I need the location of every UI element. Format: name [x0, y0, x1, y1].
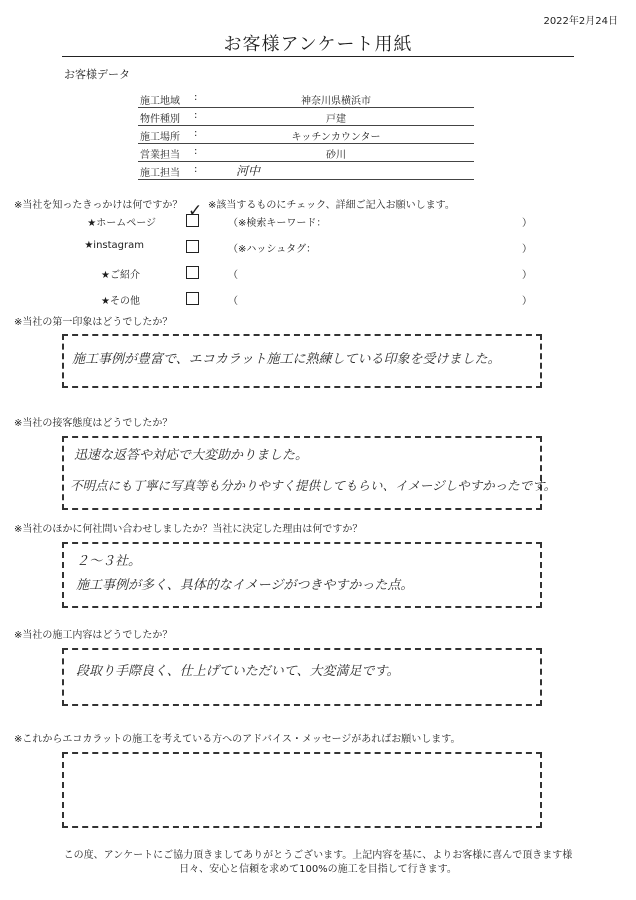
field-value: 戸建 [326, 114, 346, 125]
field-colon: : [194, 128, 198, 139]
field-row-location [138, 126, 474, 144]
field-row-sales-rep [138, 144, 474, 162]
answer-5-line-1: 段取り手際良く、仕上げていただいて、大変満足です。 [76, 664, 400, 679]
field-row-property-type [138, 108, 474, 126]
question-3: ※当社の接客態度はどうでしたか？ [14, 418, 173, 429]
field-row-installer [138, 162, 474, 180]
checkmark-icon: ✓ [188, 201, 203, 221]
title-underline [62, 56, 574, 57]
field-value: 砂川 [326, 150, 346, 161]
option-close-paren: ） [522, 218, 532, 229]
question-4: ※当社のほかに何社問い合わせしましたか？当社に決定した理由は何ですか？ [14, 524, 363, 535]
option-label-instagram: ★instagram [84, 240, 144, 251]
question-6: ※これからエコカラットの施工を考えている方へのアドバイス・メッセージがあればお願いします。 [14, 734, 461, 745]
answer-3-line-1: 迅速な返答や対応で大変助かりました。 [74, 448, 309, 463]
field-label: 物件種別 [140, 114, 180, 125]
answer-2-line-1: 施工事例が豊富で、エコカラット施工に熟練している印象を受けました。 [72, 352, 501, 367]
field-value: キッチンカウンター [291, 132, 381, 143]
field-label: 営業担当 [140, 150, 180, 161]
field-label: 施工地域 [140, 96, 180, 107]
question-2: ※当社の第一印象はどうでしたか？ [14, 317, 173, 328]
question-5: ※当社の施工内容はどうでしたか？ [14, 630, 173, 641]
option-detail-homepage: （※検索キーワード： [228, 218, 327, 229]
survey-date: 2022年2月24日 [543, 16, 618, 27]
field-label: 施工担当 [140, 168, 180, 179]
footer-line-1: この度、アンケートにご協力頂きましてありがとうございます。上記内容を基に、よりお客様に喜んで頂きます様 [63, 850, 573, 861]
field-colon: : [194, 146, 198, 157]
option-checkbox-other[interactable] [186, 292, 199, 305]
customer-data-table [138, 90, 474, 180]
field-label: 施工場所 [140, 132, 180, 143]
option-label-referral: ★ご紹介 [101, 270, 140, 281]
option-detail-referral: （ [228, 270, 238, 281]
option-checkbox-instagram[interactable] [186, 240, 199, 253]
option-detail-instagram: （※ハッシュタグ： [228, 244, 317, 255]
option-checkbox-referral[interactable] [186, 266, 199, 279]
answer-4-line-2: 施工事例が多く、具体的なイメージがつきやすかった点。 [76, 578, 414, 593]
option-label-homepage: ★ホームページ [87, 218, 156, 229]
option-label-other: ★その他 [101, 296, 140, 307]
field-colon: : [194, 164, 198, 175]
field-value: 神奈川県横浜市 [301, 96, 371, 107]
customer-data-heading: お客様データ [64, 68, 130, 81]
option-close-paren: ） [522, 296, 532, 307]
page-title: お客様アンケート用紙 [223, 34, 413, 55]
field-value-handwritten: 河中 [235, 164, 260, 178]
question-1: ※当社を知ったきっかけは何ですか？ [14, 200, 183, 211]
option-detail-other: （ [228, 296, 238, 307]
field-colon: : [194, 92, 198, 103]
footer-line-2: 日々、安心と信頼を求めて100%の施工を目指して行きます。 [179, 864, 457, 875]
field-colon: : [194, 110, 198, 121]
answer-box-6 [62, 752, 542, 828]
option-close-paren: ） [522, 244, 532, 255]
option-close-paren: ） [522, 270, 532, 281]
field-row-area [138, 90, 474, 108]
answer-3-line-2: 不明点にも丁寧に写真等も分かりやすく提供してもらい、イメージしやすかったです。 [70, 478, 557, 493]
question-1-instruction: ※該当するものにチェック、詳細ご記入お願いします。 [208, 200, 455, 211]
answer-4-line-1: ２～３社。 [76, 554, 142, 569]
